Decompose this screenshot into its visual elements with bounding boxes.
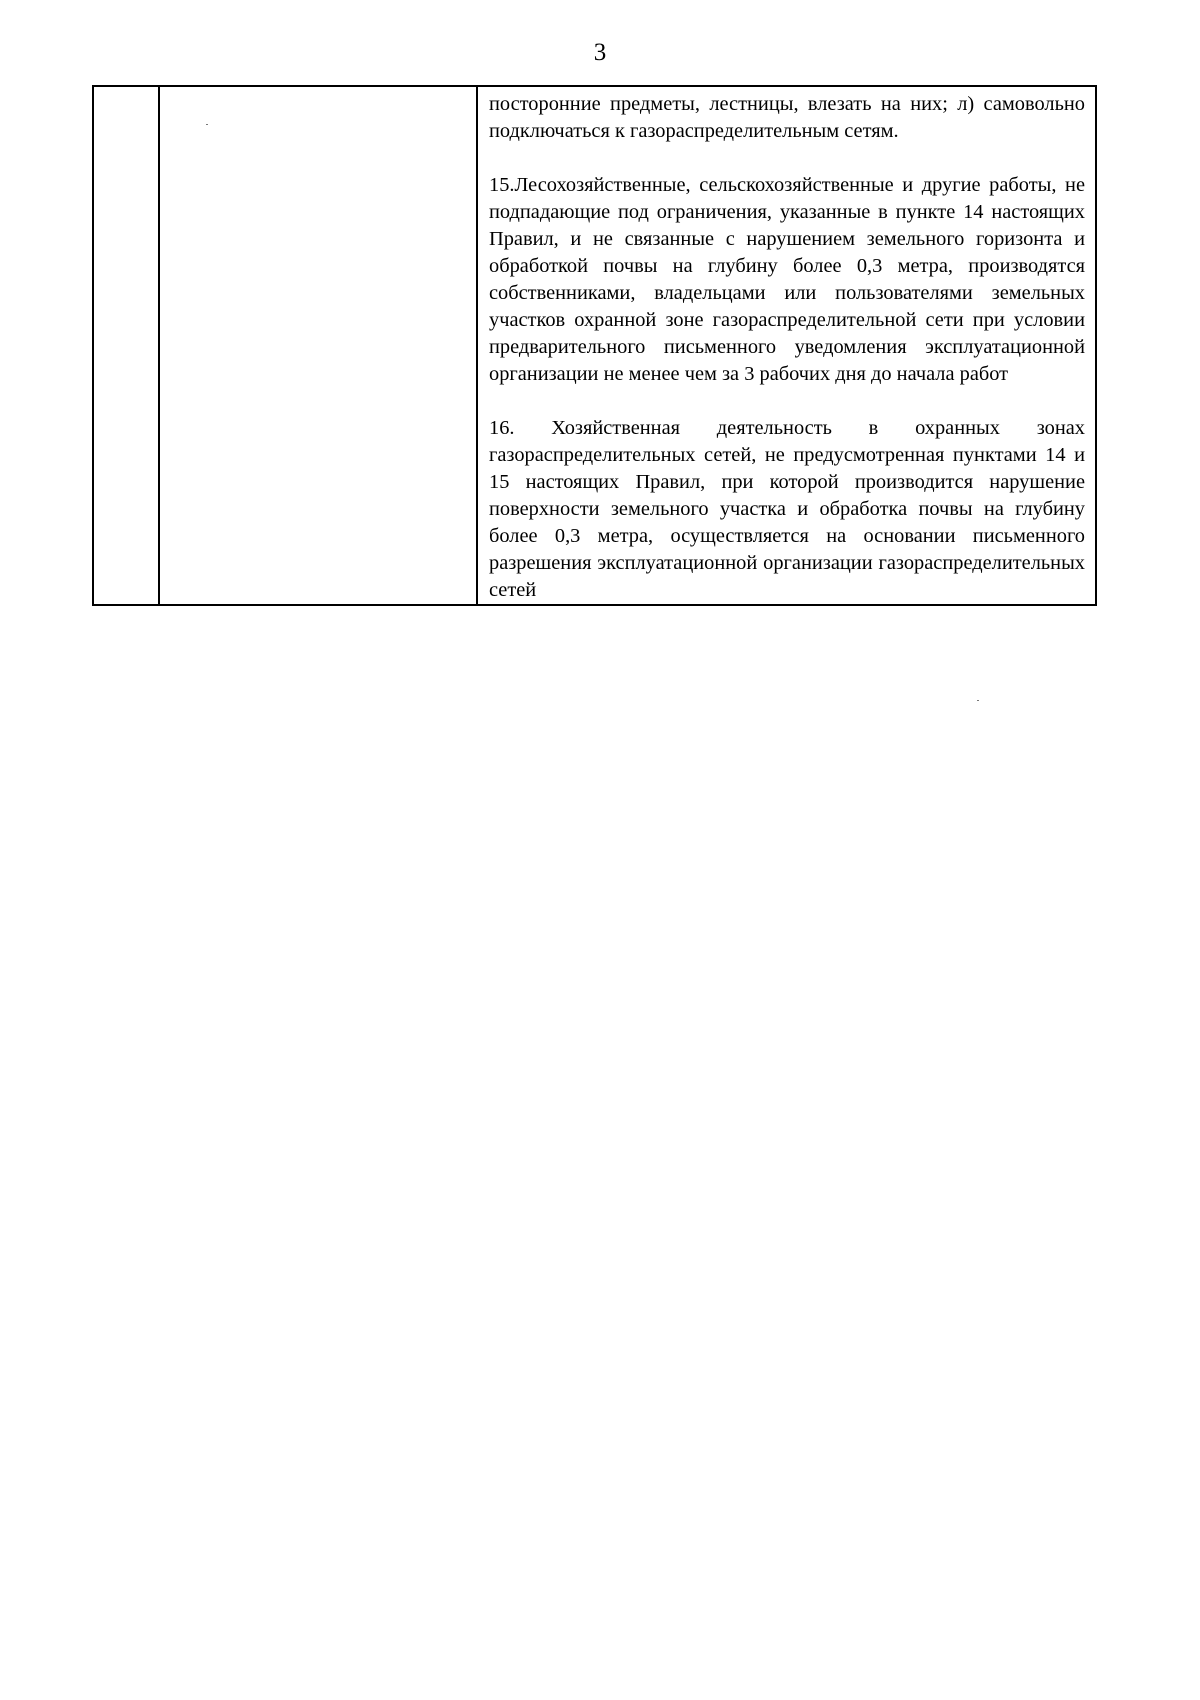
- table-row: [93, 86, 1096, 605]
- scan-speck: [977, 700, 979, 701]
- table-cell-number: [93, 86, 159, 605]
- restrictions-text: [478, 87, 1095, 604]
- paragraph-15: 15.Лесохозяйственные, сельскохозяйственные и другие работы, не подпадающие под ограничения, указанные в пункте 14 настоящих Правил, и не связанные с нарушением земельного горизонта и обработкой почвы на глубину более 0,3 метра, производятся собственниками, владельцами или пользователями земельных участков охранной зоне газораспределительной сети при условии предварительного письменного уведомления эксплуатационной организации не менее чем за 3 рабочих дня до начала работ: [489, 174, 1085, 385]
- table-cell-zone: [159, 86, 477, 605]
- paragraph-continuation: посторонние предметы, лестницы, влезать на них; л) самовольно подключаться к газораспределительным сетям.: [489, 93, 1085, 142]
- table-cell-restrictions: [477, 86, 1096, 605]
- paragraph-16: 16. Хозяйственная деятельность в охранных зонах газораспределительных сетей, не предусмотренная пунктами 14 и 15 настоящих Правил, при которой производится нарушение поверхности земельного участка и обработка почвы на глубину более 0,3 метра, осуществляется на основании письменного разрешения эксплуатационной организации газораспределительных сетей: [489, 417, 1085, 601]
- regulation-table: [92, 85, 1097, 606]
- scan-speck: [206, 124, 208, 125]
- page-number: 3: [593, 39, 607, 66]
